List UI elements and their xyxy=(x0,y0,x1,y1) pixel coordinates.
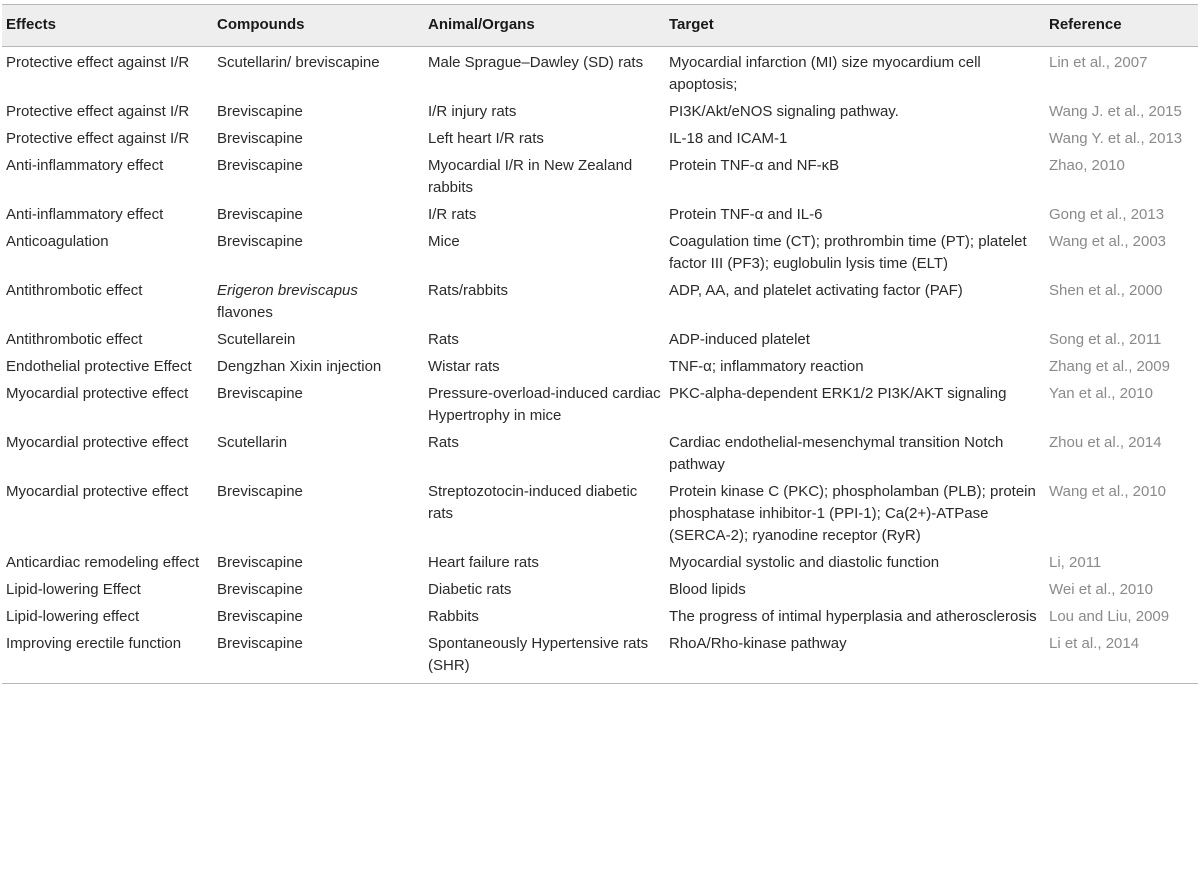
cell-animal-organ: Male Sprague–Dawley (SD) rats xyxy=(428,54,644,71)
cell-reference: Wang et al., 2010 xyxy=(1049,483,1167,500)
cell-effect: Anti-inflammatory effect xyxy=(6,206,164,223)
cell-target: Protein TNF-α and NF-κB xyxy=(669,157,840,174)
cell-compound: Breviscapine xyxy=(217,385,303,402)
header-effects: Effects xyxy=(2,5,213,47)
cell-animal-organ: Spontaneously Hypertensive rats (SHR) xyxy=(424,632,665,684)
table-row xyxy=(2,632,1198,684)
table-row xyxy=(2,551,1198,578)
table-row xyxy=(2,328,1198,355)
cell-effect: Anticardiac remodeling effect xyxy=(6,554,200,571)
cell-animal-organ: Myocardial I/R in New Zealand rabbits xyxy=(428,157,633,196)
cell-animal-organ: Left heart I/R rats xyxy=(428,130,544,147)
table-row xyxy=(2,100,1198,127)
header-reference: Reference xyxy=(1045,5,1198,47)
cell-animal-organ: Diabetic rats xyxy=(428,581,512,598)
cell-compound: Breviscapine xyxy=(217,233,303,250)
cell-reference: Wang J. et al., 2015 xyxy=(1049,103,1182,120)
cell-effect: Endothelial protective Effect xyxy=(6,358,192,375)
cell-reference: Wang et al., 2003 xyxy=(1049,233,1167,250)
cell-effect: Myocardial protective effect xyxy=(6,385,189,402)
table-header xyxy=(2,5,1198,47)
cell-compound: Breviscapine xyxy=(217,608,303,625)
cell-effect: Anticoagulation xyxy=(6,233,109,250)
cell-effect: Anti-inflammatory effect xyxy=(6,157,164,174)
table-row xyxy=(2,480,1198,551)
cell-target: RhoA/Rho-kinase pathway xyxy=(665,632,1045,684)
table-row xyxy=(2,127,1198,154)
cell-target: Myocardial infarction (MI) size myocardium cell apoptosis; xyxy=(669,54,981,93)
table-row xyxy=(2,47,1198,101)
cell-reference: Yan et al., 2010 xyxy=(1049,385,1153,402)
cell-animal-organ: Rabbits xyxy=(428,608,479,625)
table-row xyxy=(2,230,1198,279)
cell-target: Blood lipids xyxy=(669,581,746,598)
cell-target: PI3K/Akt/eNOS signaling pathway. xyxy=(669,103,899,120)
table-row xyxy=(2,279,1198,328)
cell-compound: Breviscapine xyxy=(217,581,303,598)
table-row xyxy=(2,431,1198,480)
cell-target: IL-18 and ICAM-1 xyxy=(669,130,788,147)
cell-reference: Zhao, 2010 xyxy=(1049,157,1125,174)
cell-compound: Breviscapine xyxy=(213,632,424,684)
cell-target: Myocardial systolic and diastolic function xyxy=(669,554,940,571)
data-table xyxy=(2,4,1198,684)
cell-animal-organ: Rats xyxy=(428,331,459,348)
cell-reference: Lin et al., 2007 xyxy=(1049,54,1148,71)
header-row xyxy=(2,5,1198,47)
cell-reference: Li et al., 2014 xyxy=(1045,632,1198,684)
cell-target: ADP, AA, and platelet activating factor (PAF) xyxy=(669,282,963,299)
table-row xyxy=(2,154,1198,203)
cell-effect: Lipid-lowering effect xyxy=(6,608,140,625)
cell-target: Cardiac endothelial-mesenchymal transition Notch pathway xyxy=(669,434,1004,473)
cell-compound: Dengzhan Xixin injection xyxy=(217,358,382,375)
cell-animal-organ: Rats xyxy=(428,434,459,451)
cell-target: Protein TNF-α and IL-6 xyxy=(669,206,823,223)
cell-target: The progress of intimal hyperplasia and atherosclerosis xyxy=(669,608,1037,625)
cell-compound xyxy=(213,279,424,328)
compound-species-name: Erigeron breviscapus xyxy=(217,282,358,299)
cell-animal-organ: Mice xyxy=(428,233,460,250)
table-body xyxy=(2,47,1198,684)
cell-target: ADP-induced platelet xyxy=(669,331,810,348)
cell-compound: Breviscapine xyxy=(217,483,303,500)
cell-animal-organ: I/R injury rats xyxy=(428,103,517,120)
cell-target: Protein kinase C (PKC); phospholamban (PLB); protein phosphatase inhibitor-1 (PPI-1); Ca(2+)-ATPase (SERCA-2); ryanodine receptor (RyR) xyxy=(669,483,1036,544)
cell-effect: Antithrombotic effect xyxy=(6,331,143,348)
header-target: Target xyxy=(665,5,1045,47)
cell-animal-organ: I/R rats xyxy=(428,206,477,223)
cell-reference: Li, 2011 xyxy=(1049,554,1102,571)
cell-animal-organ: Streptozotocin-induced diabetic rats xyxy=(428,483,638,522)
header-compounds: Compounds xyxy=(213,5,424,47)
cell-compound: Breviscapine xyxy=(217,130,303,147)
cell-target: TNF-α; inflammatory reaction xyxy=(669,358,864,375)
table-row xyxy=(2,605,1198,632)
cell-reference: Lou and Liu, 2009 xyxy=(1049,608,1170,625)
cell-animal-organ: Rats/rabbits xyxy=(428,282,509,299)
cell-compound: Scutellarin xyxy=(217,434,288,451)
cell-reference: Wei et al., 2010 xyxy=(1049,581,1153,598)
cell-effect: Protective effect against I/R xyxy=(6,130,190,147)
cell-reference: Wang Y. et al., 2013 xyxy=(1049,130,1183,147)
cell-reference: Zhang et al., 2009 xyxy=(1049,358,1170,375)
cell-effect: Antithrombotic effect xyxy=(6,282,143,299)
cell-compound: Breviscapine xyxy=(217,206,303,223)
cell-target: PKC-alpha-dependent ERK1/2 PI3K/AKT signaling xyxy=(669,385,1007,402)
cell-reference: Shen et al., 2000 xyxy=(1049,282,1163,299)
cell-target: Coagulation time (CT); prothrombin time (PT); platelet factor III (PF3); euglobulin lysis time (ELT) xyxy=(669,233,1027,272)
cell-reference: Gong et al., 2013 xyxy=(1049,206,1165,223)
table-row xyxy=(2,355,1198,382)
cell-animal-organ: Wistar rats xyxy=(428,358,500,375)
cell-animal-organ: Heart failure rats xyxy=(428,554,539,571)
cell-animal-organ: Pressure-overload-induced cardiac Hypertrophy in mice xyxy=(428,385,661,424)
cell-reference: Song et al., 2011 xyxy=(1049,331,1162,348)
cell-effect: Protective effect against I/R xyxy=(6,103,190,120)
cell-effect: Lipid-lowering Effect xyxy=(6,581,141,598)
cell-reference: Zhou et al., 2014 xyxy=(1049,434,1162,451)
cell-effect: Myocardial protective effect xyxy=(6,483,189,500)
cell-effect: Improving erectile function xyxy=(2,632,213,684)
cell-effect: Protective effect against I/R xyxy=(6,54,190,71)
cell-compound: Breviscapine xyxy=(217,157,303,174)
header-animal-organs: Animal/Organs xyxy=(424,5,665,47)
compound-suffix: flavones xyxy=(217,304,273,321)
cell-compound: Breviscapine xyxy=(217,103,303,120)
cell-compound: Scutellarein xyxy=(217,331,296,348)
table-row xyxy=(2,578,1198,605)
cell-compound: Scutellarin/ breviscapine xyxy=(217,54,380,71)
cell-compound: Breviscapine xyxy=(217,554,303,571)
cell-effect: Myocardial protective effect xyxy=(6,434,189,451)
table-row xyxy=(2,382,1198,431)
table-row xyxy=(2,203,1198,230)
